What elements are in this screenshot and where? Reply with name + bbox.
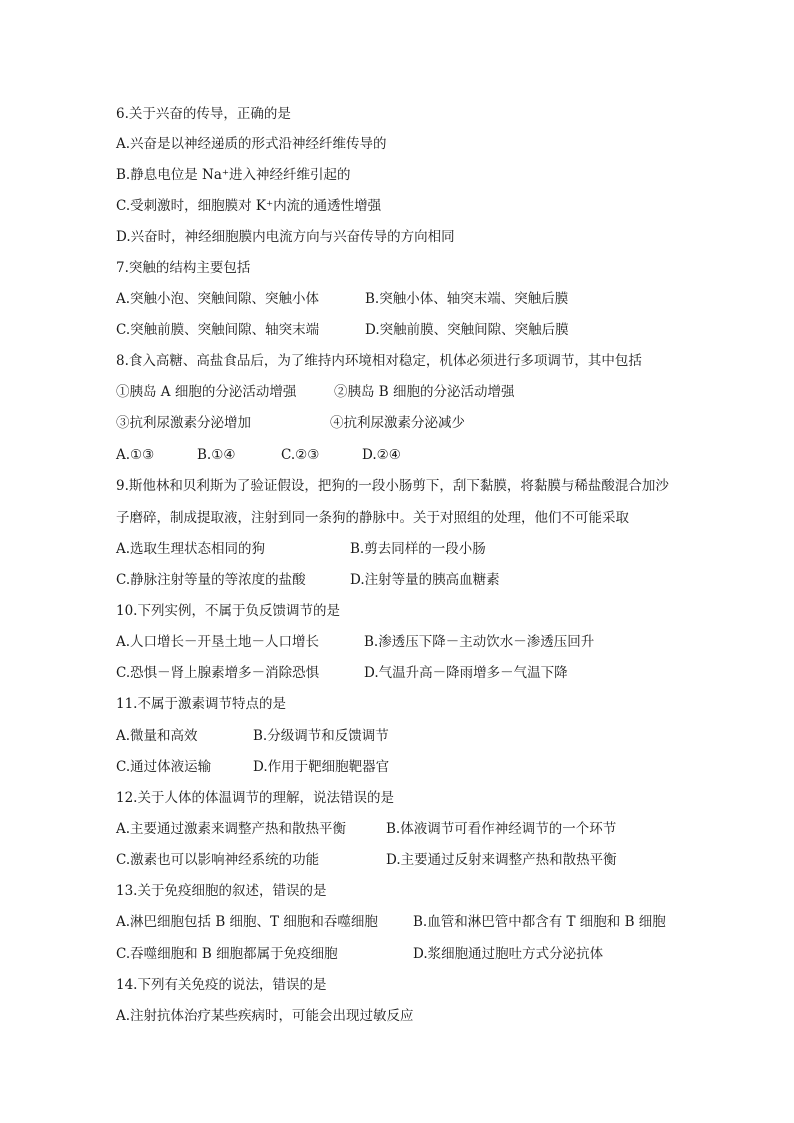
- question-9-stem-line-2: 子磨碎，制成提取液，注射到同一条狗的静脉中。关于对照组的处理，他们不可能采取: [116, 510, 629, 526]
- question-7-option-c: C.突触前膜、突触间隙、轴突末端: [116, 322, 320, 338]
- question-10-stem: 10.下列实例，不属于负反馈调节的是: [116, 603, 340, 619]
- question-14-option-a: A.注射抗体治疗某些疾病时，可能会出现过敏反应: [116, 1008, 414, 1024]
- question-6-option-a: A.兴奋是以神经递质的形式沿神经纤维传导的: [116, 136, 387, 152]
- question-8-stem: 8.食入高糖、高盐食品后，为了维持内环境相对稳定，机体必须进行多项调节，其中包括: [116, 353, 642, 369]
- question-12-option-c: C.激素也可以影响神经系统的功能: [116, 852, 320, 868]
- question-13-option-a: A.淋巴细胞包括 B 细胞、T 细胞和吞噬细胞: [116, 914, 378, 930]
- question-8-item-3: ③抗利尿激素分泌增加: [116, 415, 251, 431]
- question-9-option-a: A.选取生理状态相同的狗: [116, 541, 266, 557]
- question-6-option-b: B.静息电位是 Na⁺进入神经纤维引起的: [116, 167, 351, 183]
- question-9-option-c: C.静脉注射等量的等浓度的盐酸: [116, 572, 306, 588]
- question-10-option-c: C.恐惧－肾上腺素增多－消除恐惧: [116, 665, 320, 681]
- question-6-option-d: D.兴奋时，神经细胞膜内电流方向与兴奋传导的方向相同: [116, 229, 455, 245]
- question-10-option-d: D.气温升高－降雨增多－气温下降: [364, 665, 568, 681]
- question-11-option-d: D.作用于靶细胞靶器官: [253, 759, 390, 775]
- question-8-item-4: ④抗利尿激素分泌减少: [330, 415, 465, 431]
- question-11-option-a: A.微量和高效: [116, 728, 198, 744]
- question-12-option-b: B.体液调节可看作神经调节的一个环节: [386, 821, 617, 837]
- question-10-option-a: A.人口增长－开垦土地－人口增长: [116, 634, 320, 650]
- question-8-option-b: B.①④: [197, 447, 236, 463]
- question-7-option-b: B.突触小体、轴突末端、突触后膜: [365, 291, 569, 307]
- question-8-option-c: C.②③: [281, 447, 320, 463]
- question-13-option-d: D.浆细胞通过胞吐方式分泌抗体: [413, 946, 604, 962]
- question-8-option-a: A.①③: [116, 447, 155, 463]
- question-9-stem-line-1: 9.斯他林和贝利斯为了验证假设，把狗的一段小肠剪下，刮下黏膜，将黏膜与稀盐酸混合加沙: [116, 478, 669, 494]
- question-11-option-c: C.通过体液运输: [116, 759, 212, 775]
- question-12-stem: 12.关于人体的体温调节的理解，说法错误的是: [116, 790, 394, 806]
- question-10-option-b: B.渗透压下降－主动饮水－渗透压回升: [364, 634, 595, 650]
- question-13-option-b: B.血管和淋巴管中都含有 T 细胞和 B 细胞: [413, 914, 666, 930]
- question-8-item-2: ②胰岛 B 细胞的分泌活动增强: [334, 384, 515, 400]
- question-11-option-b: B.分级调节和反馈调节: [253, 728, 389, 744]
- question-8-option-d: D.②④: [362, 447, 401, 463]
- question-11-stem: 11.不属于激素调节特点的是: [116, 696, 286, 712]
- question-7-option-d: D.突触前膜、突触间隙、突触后膜: [365, 322, 569, 338]
- question-13-option-c: C.吞噬细胞和 B 细胞都属于免疫细胞: [116, 946, 338, 962]
- question-6-option-c: C.受刺激时，细胞膜对 K⁺内流的通透性增强: [116, 198, 382, 214]
- question-8-item-1: ①胰岛 A 细胞的分泌活动增强: [116, 384, 297, 400]
- question-9-option-d: D.注射等量的胰高血糖素: [350, 572, 500, 588]
- question-7-option-a: A.突触小泡、突触间隙、突触小体: [116, 291, 320, 307]
- question-9-option-b: B.剪去同样的一段小肠: [350, 541, 486, 557]
- question-12-option-a: A.主要通过激素来调整产热和散热平衡: [116, 821, 347, 837]
- question-14-stem: 14.下列有关免疫的说法，错误的是: [116, 977, 327, 993]
- question-12-option-d: D.主要通过反射来调整产热和散热平衡: [386, 852, 617, 868]
- question-6-stem: 6.关于兴奋的传导，正确的是: [116, 106, 291, 122]
- question-13-stem: 13.关于免疫细胞的叙述，错误的是: [116, 883, 327, 899]
- question-7-stem: 7.突触的结构主要包括: [116, 260, 251, 276]
